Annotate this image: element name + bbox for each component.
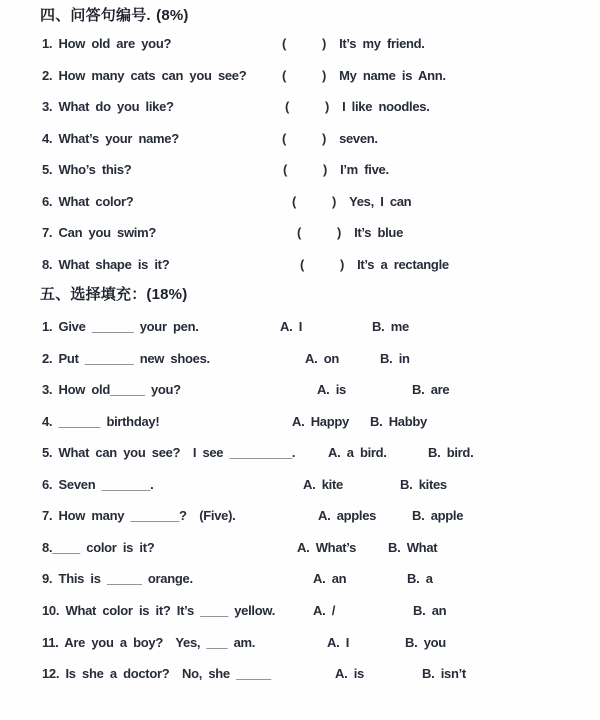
- question-text: 3. What do you like?: [42, 99, 174, 115]
- option-b: B. me: [372, 319, 409, 334]
- paren-close: ): [323, 162, 328, 178]
- option-a: A. apples: [318, 508, 377, 524]
- question-text: 9. This is _____ orange.: [42, 571, 193, 587]
- option-b: B. bird.: [428, 445, 474, 461]
- paren-close: ): [340, 256, 345, 272]
- matching-row: [0, 162, 600, 184]
- question-text: 1. Give ______ your pen.: [42, 319, 199, 334]
- question-text: 4. ______ birthday!: [42, 413, 160, 429]
- question-text: 4. What’s your name?: [42, 130, 179, 146]
- option-a: A. on: [305, 350, 339, 366]
- option-a: A. I: [280, 319, 303, 334]
- question-text: 2. How many cats can you see?: [42, 67, 247, 83]
- question-text: 6. Seven _______.: [42, 476, 154, 492]
- paren-open: (: [285, 99, 290, 115]
- choice-row: [0, 571, 600, 593]
- answer-text: It’s my friend.: [339, 36, 425, 51]
- choice-row: [0, 666, 600, 688]
- answer-text: I’m five.: [340, 162, 389, 178]
- option-b: B. apple: [412, 508, 464, 524]
- paren-open: (: [300, 256, 305, 272]
- question-text: 7. Can you swim?: [42, 225, 157, 241]
- answer-bracket-group: [282, 68, 446, 84]
- paren-open: (: [282, 36, 287, 51]
- option-b: B. in: [380, 350, 410, 366]
- option-a: A. What’s: [297, 539, 357, 555]
- answer-text: My name is Ann.: [339, 67, 446, 83]
- paren-close: ): [322, 36, 327, 51]
- paren-close: ): [322, 67, 327, 83]
- choice-row: [0, 508, 600, 530]
- answer-text: Yes, I can: [349, 193, 412, 209]
- question-text: 7. How many _______? (Five).: [42, 508, 236, 524]
- section4-heading: 四、问答句编号. (8%): [40, 7, 189, 24]
- choice-row: [0, 603, 600, 625]
- answer-bracket-group: [282, 131, 378, 147]
- answer-bracket-group: [300, 257, 449, 273]
- choice-row: [0, 635, 600, 657]
- answer-bracket-group: [292, 194, 411, 210]
- matching-row: [0, 225, 600, 247]
- answer-bracket-group: [282, 36, 425, 52]
- question-text: 6. What color?: [42, 193, 134, 209]
- paren-open: (: [292, 193, 297, 209]
- paren-open: (: [297, 225, 302, 241]
- paren-open: (: [282, 67, 287, 83]
- question-text: 12. Is she a doctor? No, she _____: [42, 666, 271, 682]
- answer-bracket-group: [285, 99, 430, 115]
- matching-row: [0, 257, 600, 279]
- choice-row: [0, 351, 600, 373]
- answer-text: It’s a rectangle: [357, 256, 449, 272]
- option-b: B. Habby: [370, 413, 427, 429]
- option-b: B. isn’t: [422, 666, 466, 682]
- paren-close: ): [325, 99, 330, 115]
- matching-row: [0, 99, 600, 121]
- option-b: B. What: [388, 539, 438, 555]
- option-a: A. /: [313, 602, 336, 618]
- answer-bracket-group: [297, 225, 403, 241]
- paren-close: ): [337, 225, 342, 241]
- option-a: A. is: [335, 666, 364, 682]
- paren-open: (: [283, 162, 288, 178]
- choice-row: [0, 477, 600, 499]
- question-text: 1. How old are you?: [42, 36, 172, 51]
- section5-heading: 五、选择填充：(18%): [40, 286, 188, 303]
- question-text: 5. Who’s this?: [42, 162, 132, 178]
- option-b: B. a: [407, 571, 433, 587]
- paren-open: (: [282, 130, 287, 146]
- option-a: A. is: [317, 382, 346, 398]
- answer-text: It’s blue: [354, 225, 403, 241]
- question-text: 2. Put _______ new shoes.: [42, 350, 210, 366]
- choice-row: [0, 382, 600, 404]
- choice-row: [0, 540, 600, 562]
- matching-row: [0, 131, 600, 153]
- question-text: 10. What color is it? It’s ____ yellow.: [42, 602, 276, 618]
- option-a: A. I: [327, 634, 350, 650]
- option-a: A. an: [313, 571, 347, 587]
- matching-row: [0, 68, 600, 90]
- question-text: 11. Are you a boy? Yes, ___ am.: [42, 634, 256, 650]
- choice-row: [0, 414, 600, 436]
- option-a: A. kite: [303, 476, 343, 492]
- question-text: 5. What can you see? I see _________.: [42, 445, 296, 461]
- question-text: 8.____ color is it?: [42, 539, 155, 555]
- option-b: B. an: [413, 602, 447, 618]
- answer-bracket-group: [283, 162, 389, 178]
- option-a: A. a bird.: [328, 445, 387, 461]
- choice-row: [0, 319, 600, 341]
- question-text: 8. What shape is it?: [42, 256, 170, 272]
- option-b: B. kites: [400, 476, 447, 492]
- matching-row: [0, 36, 600, 58]
- matching-row: [0, 194, 600, 216]
- answer-text: seven.: [339, 130, 378, 146]
- option-b: B. you: [405, 634, 446, 650]
- question-text: 3. How old_____ you?: [42, 382, 181, 398]
- paren-close: ): [332, 193, 337, 209]
- paren-close: ): [322, 130, 327, 146]
- answer-text: I like noodles.: [342, 99, 430, 115]
- option-a: A. Happy: [292, 413, 349, 429]
- option-b: B. are: [412, 382, 450, 398]
- choice-row: [0, 445, 600, 467]
